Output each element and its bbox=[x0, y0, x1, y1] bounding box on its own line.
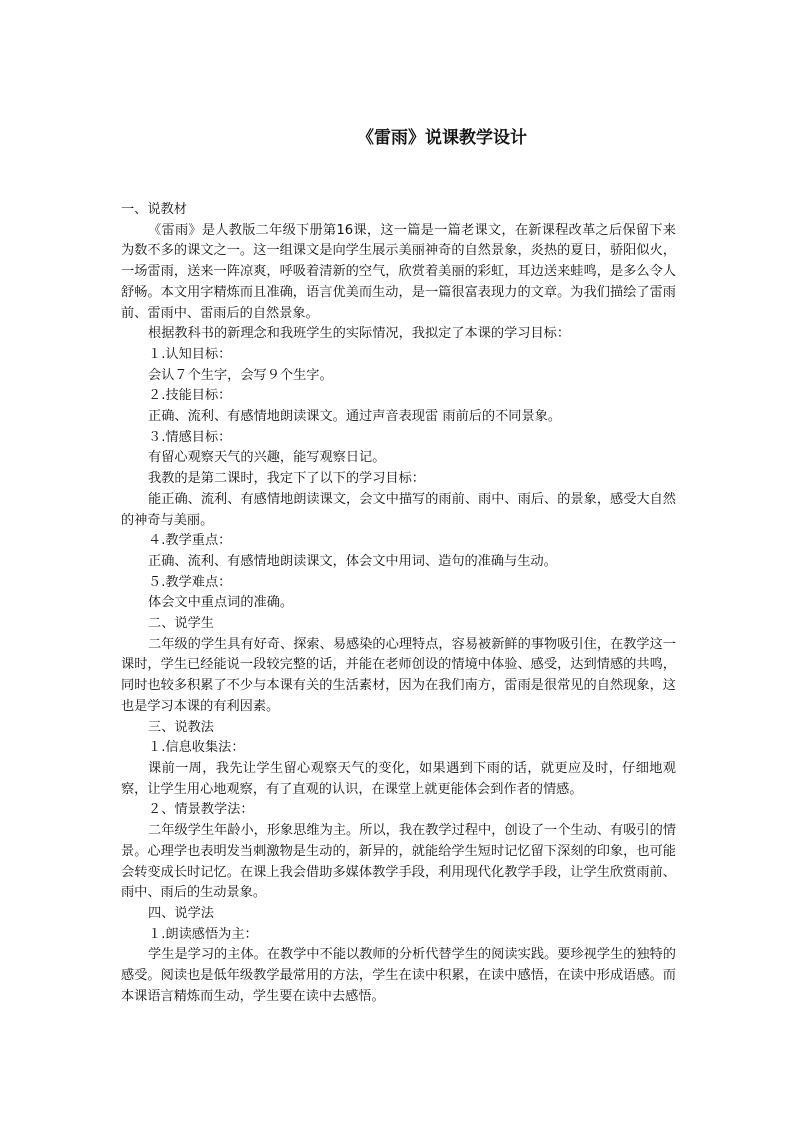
paragraph: 我教的是第二课时，我定下了以下的学习目标： bbox=[148, 471, 425, 487]
paragraph: ２、情景教学法： bbox=[148, 802, 254, 818]
paragraph: 能正确、流利、有感情地朗读课文，会文中描写的雨前、雨中、雨后、的景象，感受大自然的神奇与美丽。 bbox=[121, 491, 676, 528]
paragraph: 四、说学法 bbox=[148, 905, 214, 921]
paragraph: 会认７个生字，会写９个生字。 bbox=[148, 367, 333, 383]
page-title: 《雷雨》说课教学设计 bbox=[357, 128, 527, 148]
paragraph: 根据教科书的新理念和我班学生的实际情况，我拟定了本课的学习目标： bbox=[148, 326, 571, 342]
paragraph: 三、说教法 bbox=[148, 719, 214, 735]
paragraph: ３.情感目标： bbox=[148, 429, 232, 445]
paragraph: 正确、流利、有感情地朗读课文。通过声音表现雷 雨前后的不同景象。 bbox=[148, 409, 562, 425]
paragraph: 学生是学习的主体。在教学中不能以教师的分析代替学生的阅读实践。要珍视学生的独特的感受。阅读也是低年级教学最常用的方法，学生在读中积累，在读中感悟，在读中形成语感。而本课语言精炼而生动，学生要在读中去感悟。 bbox=[121, 947, 676, 1004]
paragraph: ５.教学难点： bbox=[148, 574, 232, 590]
paragraph: ４.教学重点： bbox=[148, 533, 232, 549]
paragraph: １.信息收集法： bbox=[148, 740, 245, 756]
paragraph: 二、说学生 bbox=[148, 616, 214, 632]
paragraph: 有留心观察天气的兴趣，能写观察日记。 bbox=[148, 450, 386, 466]
paragraph: 二年级学生年龄小，形象思维为主。所以，我在教学过程中，创设了一个生动、有吸引的情景。心理学也表明发当刺激物是生动的，新异的，就能给学生短时记忆留下深刻的印象，也可能会转变成长时记忆。在课上我会借助多媒体教学手段，利用现代化教学手段，让学生欣赏雨前、雨中、雨后的生动景象。 bbox=[121, 823, 676, 901]
paragraph: １.认知目标： bbox=[148, 346, 232, 362]
paragraph: 课前一周，我先让学生留心观察天气的变化，如果遇到下雨的话，就更应及时，仔细地观察，让学生用心地观察，有了直观的认识，在课堂上就更能体会到作者的情感。 bbox=[121, 760, 676, 797]
paragraph: 一、说教材 bbox=[121, 202, 187, 217]
paragraph: 体会文中重点词的准确。 bbox=[148, 595, 294, 611]
paragraph: ２.技能目标： bbox=[148, 388, 232, 404]
paragraph: 二年级的学生具有好奇、探索、易感染的心理特点，容易被新鲜的事物吸引住，在教学这一课时，学生已经能说一段较完整的话，并能在老师创设的情境中体验、感受，达到情感的共鸣，同时也较多积累了不少与本课有关的生活素材，因为在我们南方，雷雨是很常见的自然现象，这也是学习本课的有利因素。 bbox=[121, 636, 676, 714]
paragraph: １.朗读感悟为主： bbox=[148, 926, 258, 942]
paragraph: 正确、流利、有感情地朗读课文，体会文中用词、造句的准确与生动。 bbox=[148, 553, 557, 569]
document-body bbox=[121, 200, 676, 1007]
paragraph: 《雷雨》是人教版二年级下册第16课，这一篇是一篇老课文，在新课程改革之后保留下来为数不多的课文之一。这一组课文是向学生展示美丽神奇的自然景象，炎热的夏日，骄阳似火，一场雷雨，送来一阵凉爽，呼吸着清新的空气，欣赏着美丽的彩虹，耳边送来蛙鸣，是多么令人舒畅。本文用字精炼而且准确，语言优美而生动，是一篇很富表现力的文章。为我们描绘了雷雨前、雷雨中、雷雨后的自然景象。 bbox=[121, 222, 676, 321]
